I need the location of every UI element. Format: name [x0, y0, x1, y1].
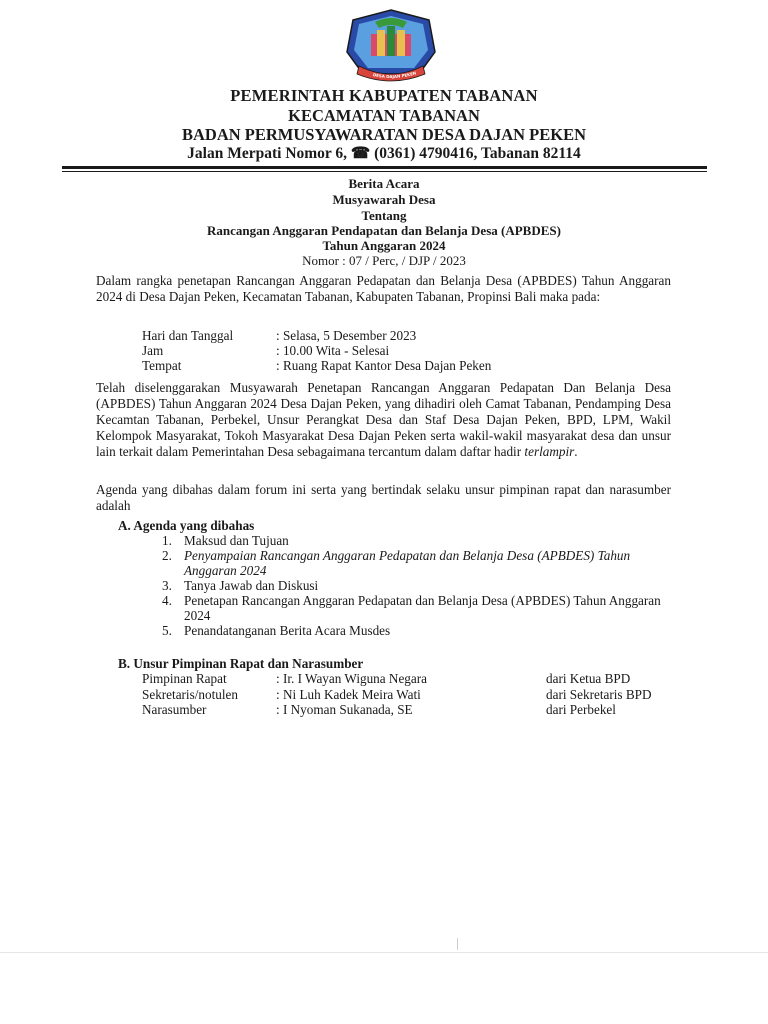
intro-paragraph: Dalam rangka penetapan Rancangan Anggaran Pedapatan dan Belanja Desa (APBDES) Tahun Anggaran 2024 di Desa Dajan Peken, Kecamatan Tabanan, Kabupaten Tabanan, Propinsi Bali maka pada:: [96, 273, 671, 304]
body-paragraph-text: Telah diselenggarakan Musyawarah Penetapan Rancangan Anggaran Pedapatan Dan Belanja Desa (APBDES) Tahun Anggaran 2024 Desa Dajan Peken, yang dihadiri oleh Camat Tabanan, Pendamping Desa Kecamtan Tabanan, Perbekel, Unsur Perangkat Desa dan Staf Desa Dajan Peken, BPD, LPM, Wakil Kelompok Masyarakat, Tokoh Masyarakat Desa Dajan Peken serta wakil-wakil masyarakat desa dan unsur lain terkait dalam Pemerintahan Desa sebagaimana tercantum dalam daftar hadir: [96, 380, 671, 459]
leadership-role: Sekretaris/notulen: [142, 686, 238, 702]
leadership-name: : I Nyoman Sukanada, SE: [276, 702, 413, 717]
agenda-item-text: Penetapan Rancangan Anggaran Pedapatan dan Belanja Desa (APBDES) Tahun Anggaran 2024: [184, 593, 661, 623]
meeting-date-value: : Selasa, 5 Desember 2023: [276, 328, 417, 343]
meeting-time-value: : 10.00 Wita - Selesai: [276, 343, 390, 358]
leadership-name: : Ni Luh Kadek Meira Wati: [276, 686, 421, 702]
leadership-origin: dari Perbekel: [546, 702, 616, 717]
agenda-list: [162, 533, 682, 638]
agenda-item: [162, 593, 682, 623]
address-street: Jalan Merpati Nomor 6,: [187, 145, 351, 162]
body-paragraph: [96, 380, 671, 460]
letterhead-district: KECAMATAN TABANAN: [288, 106, 480, 125]
agenda-intro-paragraph: Agenda yang dibahas dalam forum ini serta yang bertindak selaku unsur pimpinan rapat dan narasumber adalah: [96, 482, 671, 513]
meeting-place-value: : Ruang Rapat Kantor Desa Dajan Peken: [276, 358, 492, 373]
address-phone-city: (0361) 4790416, Tabanan 82114: [370, 145, 581, 162]
doc-number: Nomor : 07 / Perc, / DJP / 2023: [302, 253, 466, 268]
letterhead-council: BADAN PERMUSYAWARATAN DESA DAJAN PEKEN: [182, 125, 586, 144]
leadership-list: [142, 671, 702, 718]
leadership-origin: dari Sekretaris BPD: [546, 686, 652, 702]
agenda-item-number: 3.: [162, 578, 172, 593]
logo-banner-text: DESA DAJAN PEKEN: [372, 70, 417, 80]
doc-title-berita-acara: Berita Acara: [348, 176, 420, 191]
agenda-item-text: Tanya Jawab dan Diskusi: [184, 578, 319, 593]
agenda-item: [162, 548, 682, 578]
agenda-item-number: 5.: [162, 623, 172, 638]
doc-title-musyawarah: Musyawarah Desa: [332, 192, 436, 207]
doc-title-tentang: Tentang: [361, 208, 407, 223]
regency-emblem-logo: [345, 8, 437, 86]
leadership-row: [142, 702, 702, 718]
agenda-item-number: 1.: [162, 533, 172, 548]
doc-title-year: Tahun Anggaran 2024: [322, 238, 446, 253]
letterhead-government: PEMERINTAH KABUPATEN TABANAN: [230, 86, 538, 105]
leadership-name: : Ir. I Wayan Wiguna Negara: [276, 671, 427, 686]
leadership-role: Pimpinan Rapat: [142, 671, 227, 686]
letterhead-address: [0, 144, 768, 163]
telephone-icon: ☎: [350, 145, 371, 162]
body-paragraph-period: .: [574, 444, 578, 459]
header-divider-thin: [62, 171, 707, 172]
meeting-date-label: Hari dan Tanggal: [142, 328, 234, 343]
leadership-origin: dari Ketua BPD: [546, 671, 631, 686]
agenda-item-text: Penandatanganan Berita Acara Musdes: [184, 623, 391, 638]
page-edge-line: [0, 952, 768, 953]
scan-mark: [457, 938, 458, 950]
agenda-item-text: Maksud dan Tujuan: [184, 533, 289, 548]
agenda-item: [162, 623, 682, 638]
leadership-role: Narasumber: [142, 702, 207, 717]
meeting-place-label: Tempat: [142, 358, 182, 373]
header-divider-thick: [62, 166, 707, 169]
section-a-heading: A. Agenda yang dibahas: [118, 518, 255, 533]
agenda-item: [162, 533, 682, 548]
agenda-item-number: 2.: [162, 548, 172, 563]
agenda-item-text: Penyampaian Rancangan Anggaran Pedapatan dan Belanja Desa (APBDES) Tahun Anggaran 2024: [184, 548, 631, 578]
section-b-heading: B. Unsur Pimpinan Rapat dan Narasumber: [118, 656, 364, 671]
doc-title-subject: Rancangan Anggaran Pendapatan dan Belanja Desa (APBDES): [207, 223, 561, 238]
agenda-item-number: 4.: [162, 593, 172, 608]
leadership-row: [142, 687, 702, 703]
meeting-time-label: Jam: [142, 343, 164, 358]
agenda-item: [162, 578, 682, 593]
body-paragraph-attachment-note: terlampir: [524, 444, 575, 459]
leadership-row: [142, 671, 702, 687]
